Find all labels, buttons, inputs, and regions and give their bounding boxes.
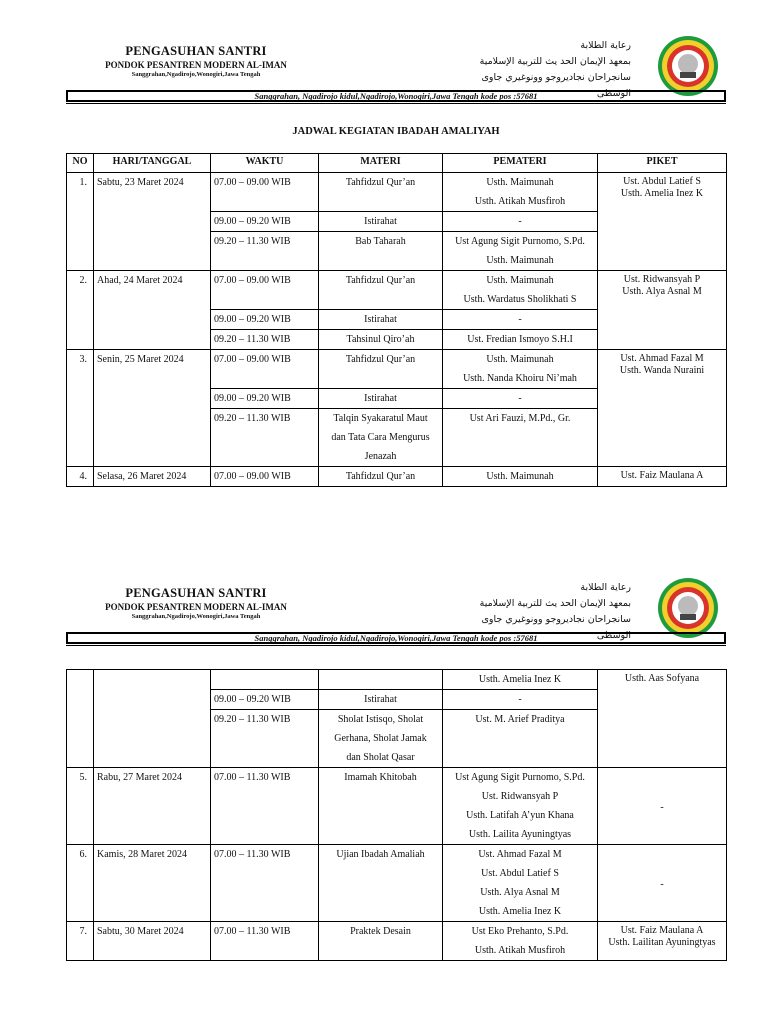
row-number: 7. <box>67 922 94 961</box>
session-materi <box>319 690 443 710</box>
row-number: 6. <box>67 845 94 922</box>
session-pemateri <box>443 389 598 409</box>
row-piket-line: Ust. Faiz Maulana A <box>620 925 704 936</box>
table-row <box>67 271 727 310</box>
session-pemateri <box>443 173 598 212</box>
address-bar: Sanggrahan, Ngadirojo kidul,Ngadirojo,Wonogiri,Jawa Tengah kode pos :57681 <box>66 90 726 102</box>
row-day: Selasa, 26 Maret 2024 <box>94 467 211 487</box>
table-row <box>67 467 727 487</box>
session-pemateri-line: Usth. Maimunah <box>486 177 554 188</box>
session-time: 07.00 – 09.00 WIB <box>211 173 319 212</box>
table-row <box>67 768 727 845</box>
row-piket-line: Usth. Wanda Nuraini <box>619 365 705 376</box>
row-number: 5. <box>67 768 94 845</box>
arabic-line: سانجراحان نجاديروجو وونوغيري جاوى الوسطى <box>481 614 631 641</box>
session-materi <box>319 845 443 922</box>
arabic-line: سانجراحان نجاديروجو وونوغيري جاوى الوسطى <box>481 72 631 99</box>
row-piket <box>598 467 727 487</box>
row-piket-line: Ust. Faiz Maulana A <box>620 470 704 481</box>
session-pemateri-line: Ust. Ahmad Fazal M <box>478 849 562 860</box>
session-materi-line: Bab Taharah <box>355 236 406 247</box>
session-materi-line: Tahfidzul Qur’an <box>345 177 416 188</box>
session-materi-line: Istirahat <box>364 393 397 404</box>
letterhead-address: Sanggrahan,Ngadirojo,Wonogiri,Jawa Tengah <box>131 71 261 78</box>
session-pemateri <box>443 710 598 768</box>
row-number: 3. <box>67 350 94 467</box>
session-time: 07.00 – 09.00 WIB <box>211 350 319 389</box>
session-time: 07.00 – 11.30 WIB <box>211 845 319 922</box>
session-pemateri <box>443 310 598 330</box>
session-materi <box>319 768 443 845</box>
schedule-table-1 <box>66 153 727 487</box>
session-pemateri-line: Usth. Lailita Ayuningtyas <box>468 829 572 840</box>
row-piket-line: Usth. Lailitan Ayuningtyas <box>608 937 716 948</box>
session-time: 09.20 – 11.30 WIB <box>211 330 319 350</box>
col-header: PIKET <box>598 154 727 173</box>
session-pemateri-line: Ust. M. Arief Praditya <box>475 714 565 725</box>
session-pemateri <box>443 845 598 922</box>
session-materi-line: Tahfidzul Qur’an <box>345 275 416 286</box>
schedule-table-2 <box>66 669 727 961</box>
row-piket-line: Usth. Aas Sofyana <box>624 673 700 684</box>
col-header: HARI/TANGGAL <box>94 154 211 173</box>
session-materi <box>319 310 443 330</box>
session-pemateri-line: Usth. Maimunah <box>486 275 554 286</box>
session-time: 09.20 – 11.30 WIB <box>211 710 319 768</box>
row-day: Rabu, 27 Maret 2024 <box>94 768 211 845</box>
session-time: 07.00 – 09.00 WIB <box>211 467 319 487</box>
session-pemateri-line: Usth. Atikah Musfiroh <box>474 196 566 207</box>
session-materi <box>319 173 443 212</box>
session-pemateri-line: Usth. Maimunah <box>486 354 554 365</box>
col-header: PEMATERI <box>443 154 598 173</box>
session-time: 09.00 – 09.20 WIB <box>211 690 319 710</box>
session-time: 09.00 – 09.20 WIB <box>211 310 319 330</box>
table-row <box>67 845 727 922</box>
session-pemateri-line: Usth. Maimunah <box>486 471 554 482</box>
session-materi-line: Istirahat <box>364 694 397 705</box>
letterhead-subtitle: PONDOK PESANTREN MODERN AL-IMAN <box>105 60 287 70</box>
session-time: 09.20 – 11.30 WIB <box>211 409 319 467</box>
session-materi <box>319 670 443 690</box>
session-pemateri-line: Ust Agung Sigit Purnomo, S.Pd. <box>455 772 585 783</box>
session-materi-line: Istirahat <box>364 216 397 227</box>
arabic-line: رعاية الطلابة <box>580 40 631 51</box>
session-time: 07.00 – 11.30 WIB <box>211 768 319 845</box>
col-header: WAKTU <box>211 154 319 173</box>
row-piket-line: - <box>660 801 664 813</box>
session-time: 09.00 – 09.20 WIB <box>211 389 319 409</box>
session-time: 07.00 – 11.30 WIB <box>211 922 319 961</box>
row-piket-line: Usth. Amelia Inez K <box>620 188 704 199</box>
session-materi-line: Talqin Syakaratul Maut <box>333 413 428 424</box>
session-materi-line: Ujian Ibadah Amaliah <box>336 849 425 860</box>
session-pemateri-line: Ust. Fredian Ismoyo S.H.I <box>467 334 573 345</box>
session-materi <box>319 232 443 271</box>
arabic-line: رعاية الطلابة <box>580 582 631 593</box>
session-pemateri <box>443 670 598 690</box>
session-materi <box>319 389 443 409</box>
row-day <box>94 670 211 768</box>
arabic-line: بمعهد الإيمان الحد يث للتربية الإسلامية <box>479 598 631 609</box>
letterhead-title: PENGASUHAN SANTRI <box>125 586 267 600</box>
session-pemateri-line: Ust Eko Prehanto, S.Pd. <box>471 926 569 937</box>
session-pemateri <box>443 768 598 845</box>
session-pemateri <box>443 690 598 710</box>
session-pemateri-line: - <box>518 216 522 227</box>
session-materi-line: Istirahat <box>364 314 397 325</box>
row-piket <box>598 350 727 467</box>
session-materi-line: Tahsinul Qiro’ah <box>346 334 415 345</box>
row-piket <box>598 173 727 271</box>
session-materi-line: Gerhana, Sholat Jamak <box>334 733 427 744</box>
session-materi-line: Jenazah <box>364 451 397 462</box>
session-pemateri-line: Ust Ari Fauzi, M.Pd., Gr. <box>469 413 571 424</box>
session-pemateri <box>443 330 598 350</box>
session-pemateri <box>443 922 598 961</box>
session-pemateri <box>443 232 598 271</box>
row-day: Kamis, 28 Maret 2024 <box>94 845 211 922</box>
letterhead-address: Sanggrahan,Ngadirojo,Wonogiri,Jawa Tengah <box>131 613 261 620</box>
session-materi <box>319 212 443 232</box>
document-title: JADWAL KEGIATAN IBADAH AMALIYAH <box>292 126 500 137</box>
col-header: NO <box>67 154 94 173</box>
address-bar: Sanggrahan, Ngadirojo kidul,Ngadirojo,Wonogiri,Jawa Tengah kode pos :57681 <box>66 632 726 644</box>
session-materi-line: Imamah Khitobah <box>344 772 417 783</box>
session-materi-line: Praktek Desain <box>350 926 411 937</box>
row-day: Sabtu, 23 Maret 2024 <box>94 173 211 271</box>
session-pemateri <box>443 350 598 389</box>
session-pemateri-line: Usth. Alya Asnal M <box>480 887 560 898</box>
row-piket-line: Usth. Alya Asnal M <box>622 286 702 297</box>
session-pemateri <box>443 212 598 232</box>
letterhead-title: PENGASUHAN SANTRI <box>125 44 267 58</box>
row-day: Sabtu, 30 Maret 2024 <box>94 922 211 961</box>
session-pemateri-line: Usth. Wardatus Sholikhati S <box>463 294 577 305</box>
session-pemateri-line: Ust. Ridwansyah P <box>481 791 559 802</box>
session-pemateri-line: Usth. Amelia Inez K <box>478 906 562 917</box>
row-number: 1. <box>67 173 94 271</box>
letterhead-1 <box>66 38 726 108</box>
letterhead-left <box>66 44 326 78</box>
row-day: Ahad, 24 Maret 2024 <box>94 271 211 350</box>
session-pemateri <box>443 271 598 310</box>
row-piket <box>598 845 727 922</box>
session-pemateri-line: - <box>518 393 522 404</box>
session-pemateri <box>443 409 598 467</box>
session-pemateri-line: Ust. Abdul Latief S <box>481 868 559 879</box>
table-row <box>67 922 727 961</box>
row-piket-line: Ust. Abdul Latief S <box>623 176 701 187</box>
institution-logo-icon <box>656 576 720 640</box>
session-pemateri-line: Usth. Maimunah <box>486 255 554 266</box>
row-piket <box>598 670 727 768</box>
letterhead-subtitle: PONDOK PESANTREN MODERN AL-IMAN <box>105 602 287 612</box>
row-piket-line: Ust. Ridwansyah P <box>623 274 701 285</box>
row-day: Senin, 25 Maret 2024 <box>94 350 211 467</box>
session-pemateri-line: Usth. Amelia Inez K <box>478 674 562 685</box>
letterhead-left <box>66 586 326 620</box>
session-pemateri-line: - <box>518 694 522 705</box>
letterhead-2 <box>66 580 726 650</box>
table-row <box>67 670 727 690</box>
session-materi-line: dan Sholat Qasar <box>346 752 415 763</box>
row-number: 4. <box>67 467 94 487</box>
session-materi <box>319 409 443 467</box>
row-piket-line: - <box>660 878 664 890</box>
session-time: 09.20 – 11.30 WIB <box>211 232 319 271</box>
session-materi <box>319 350 443 389</box>
session-materi <box>319 922 443 961</box>
session-materi-line: Tahfidzul Qur’an <box>345 354 416 365</box>
session-materi <box>319 330 443 350</box>
session-materi-line: Sholat Istisqo, Sholat <box>337 714 424 725</box>
session-materi <box>319 467 443 487</box>
session-pemateri-line: Ust Agung Sigit Purnomo, S.Pd. <box>455 236 585 247</box>
session-materi <box>319 271 443 310</box>
row-number <box>67 670 94 768</box>
session-materi <box>319 710 443 768</box>
table-header-row <box>67 154 727 173</box>
session-time: 07.00 – 09.00 WIB <box>211 271 319 310</box>
institution-logo-icon <box>656 34 720 98</box>
session-pemateri-line: - <box>518 314 522 325</box>
arabic-line: بمعهد الإيمان الحد يث للتربية الإسلامية <box>479 56 631 67</box>
table-row <box>67 350 727 389</box>
session-time <box>211 670 319 690</box>
row-piket <box>598 271 727 350</box>
session-materi-line: dan Tata Cara Mengurus <box>331 432 430 443</box>
session-pemateri-line: Usth. Nanda Khoiru Ni’mah <box>463 373 577 384</box>
row-piket-line: Ust. Ahmad Fazal M <box>620 353 704 364</box>
session-pemateri <box>443 467 598 487</box>
row-piket <box>598 922 727 961</box>
session-time: 09.00 – 09.20 WIB <box>211 212 319 232</box>
row-piket <box>598 768 727 845</box>
col-header: MATERI <box>319 154 443 173</box>
session-pemateri-line: Usth. Atikah Musfiroh <box>474 945 566 956</box>
session-pemateri-line: Usth. Latifah A’yun Khana <box>466 810 574 821</box>
session-materi-line: Tahfidzul Qur’an <box>345 471 416 482</box>
row-number: 2. <box>67 271 94 350</box>
table-row <box>67 173 727 212</box>
